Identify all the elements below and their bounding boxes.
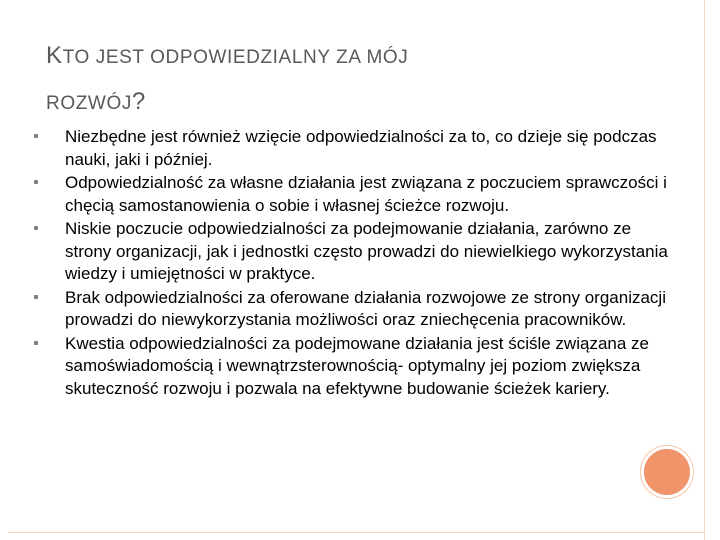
slide-border-bottom: [8, 532, 705, 533]
bullet-item: [34, 218, 674, 286]
title-line-1: [46, 34, 646, 80]
bullet-item: [34, 287, 674, 332]
title-line-2: [46, 80, 646, 126]
bullet-text: Odpowiedzialność za własne działania jest związana z poczuciem sprawczości i chęcią samostanowienia o sobie i własnej ścieżce rozwoju.: [65, 173, 667, 215]
bullet-dot-icon: [34, 180, 38, 184]
bullet-dot-icon: [34, 341, 38, 345]
slide-title: [46, 34, 646, 126]
bullet-dot-icon: [34, 295, 38, 299]
bullet-text: Niskie poczucie odpowiedzialności za podejmowanie działania, zarówno ze strony organizacji, jak i jednostki często prowadzi do niewielkiego wykorzystania wiedzy i umiejętności w praktyce.: [65, 219, 668, 283]
title-question-mark: ?: [131, 88, 146, 115]
bullet-item: [34, 333, 674, 401]
title-line-2-text: ROZWÓJ: [46, 93, 132, 114]
bullet-text: Kwestia odpowiedzialności za podejmowane działania jest ściśle związana ze samoświadomością i wewnątrzsterownością- optymalny jej poziom zwiększa skuteczność rozwoju i pozwala na efektywne budowanie ścieżek kariery.: [65, 333, 649, 398]
slide-border-right: [704, 0, 705, 540]
title-line-1-text: TO JEST ODPOWIEDZIALNY ZA MÓJ: [62, 47, 409, 68]
corner-circle-decoration: [641, 446, 693, 498]
bullet-list: [34, 126, 674, 401]
bullet-item: [34, 126, 674, 171]
bullet-text: Brak odpowiedzialności za oferowane działania rozwojowe ze strony organizacji prowadzi do niewykorzystania możliwości oraz zniechęcenia pracowników.: [65, 287, 666, 329]
bullet-text: Niezbędne jest również wzięcie odpowiedzialności za to, co dzieje się podczas nauki, jaki i później.: [65, 127, 657, 169]
title-initial: K: [46, 42, 63, 69]
bullet-item: [34, 172, 674, 217]
bullet-dot-icon: [34, 134, 38, 138]
bullet-dot-icon: [34, 226, 38, 230]
